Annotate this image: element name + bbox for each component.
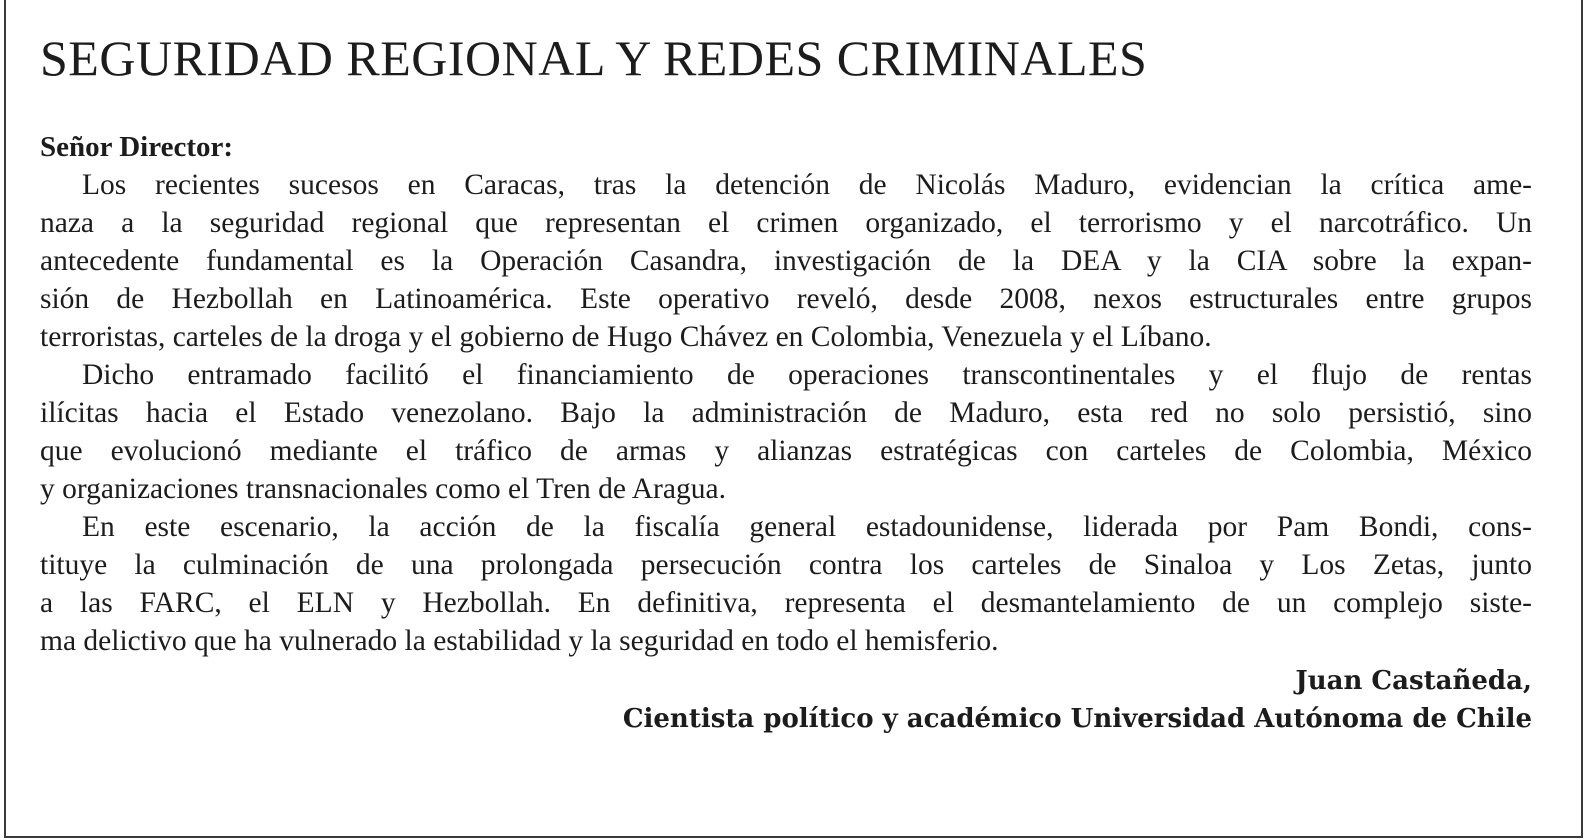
salutation: Señor Director: (40, 131, 234, 163)
paragraph-line: que evolucionó mediante el tráfico de armas y alianzas estratégicas con carteles de Colombia, México (40, 435, 1532, 467)
paragraph-line: antecedente fundamental es la Operación Casandra, investigación de la DEA y la CIA sobre la expan- (40, 245, 1532, 277)
signature-title: Cientista político y académico Universidad Autónoma de Chile (622, 704, 1532, 734)
paragraph-1 (40, 166, 1532, 356)
paragraph-line: En este escenario, la acción de la fiscalía general estadounidense, liderada por Pam Bondi, cons- (82, 511, 1532, 543)
paragraph-3 (40, 508, 1532, 660)
paragraph-line: sión de Hezbollah en Latinoamérica. Este operativo reveló, desde 2008, nexos estructurales entre grupos (40, 283, 1532, 315)
paragraph-line: y organizaciones transnacionales como el Tren de Aragua. (40, 473, 726, 505)
paragraph-line: ilícitas hacia el Estado venezolano. Bajo la administración de Maduro, esta red no solo persistió, sino (40, 397, 1532, 429)
paragraph-line: a las FARC, el ELN y Hezbollah. En definitiva, representa el desmantelamiento de un complejo siste- (40, 587, 1532, 619)
signature-name: Juan Castañeda, (1295, 666, 1532, 696)
letter-content (40, 28, 1532, 738)
paragraph-2 (40, 356, 1532, 508)
signature-block (40, 662, 1532, 738)
paragraph-line: terroristas, carteles de la droga y el gobierno de Hugo Chávez en Colombia, Venezuela y el Líbano. (40, 321, 1212, 353)
paragraph-line: ma delictivo que ha vulnerado la estabilidad y la seguridad en todo el hemisferio. (40, 625, 999, 657)
paragraph-line: Los recientes sucesos en Caracas, tras la detención de Nicolás Maduro, evidencian la crítica ame- (82, 169, 1532, 201)
paragraph-line: tituye la culminación de una prolongada persecución contra los carteles de Sinaloa y Los Zetas, junto (40, 549, 1532, 581)
headline: SEGURIDAD REGIONAL Y REDES CRIMINALES (40, 30, 1148, 86)
paragraph-line: Dicho entramado facilitó el financiamiento de operaciones transcontinentales y el flujo de rentas (82, 359, 1532, 391)
paragraph-line: naza a la seguridad regional que representan el crimen organizado, el terrorismo y el narcotráfico. Un (40, 207, 1532, 239)
